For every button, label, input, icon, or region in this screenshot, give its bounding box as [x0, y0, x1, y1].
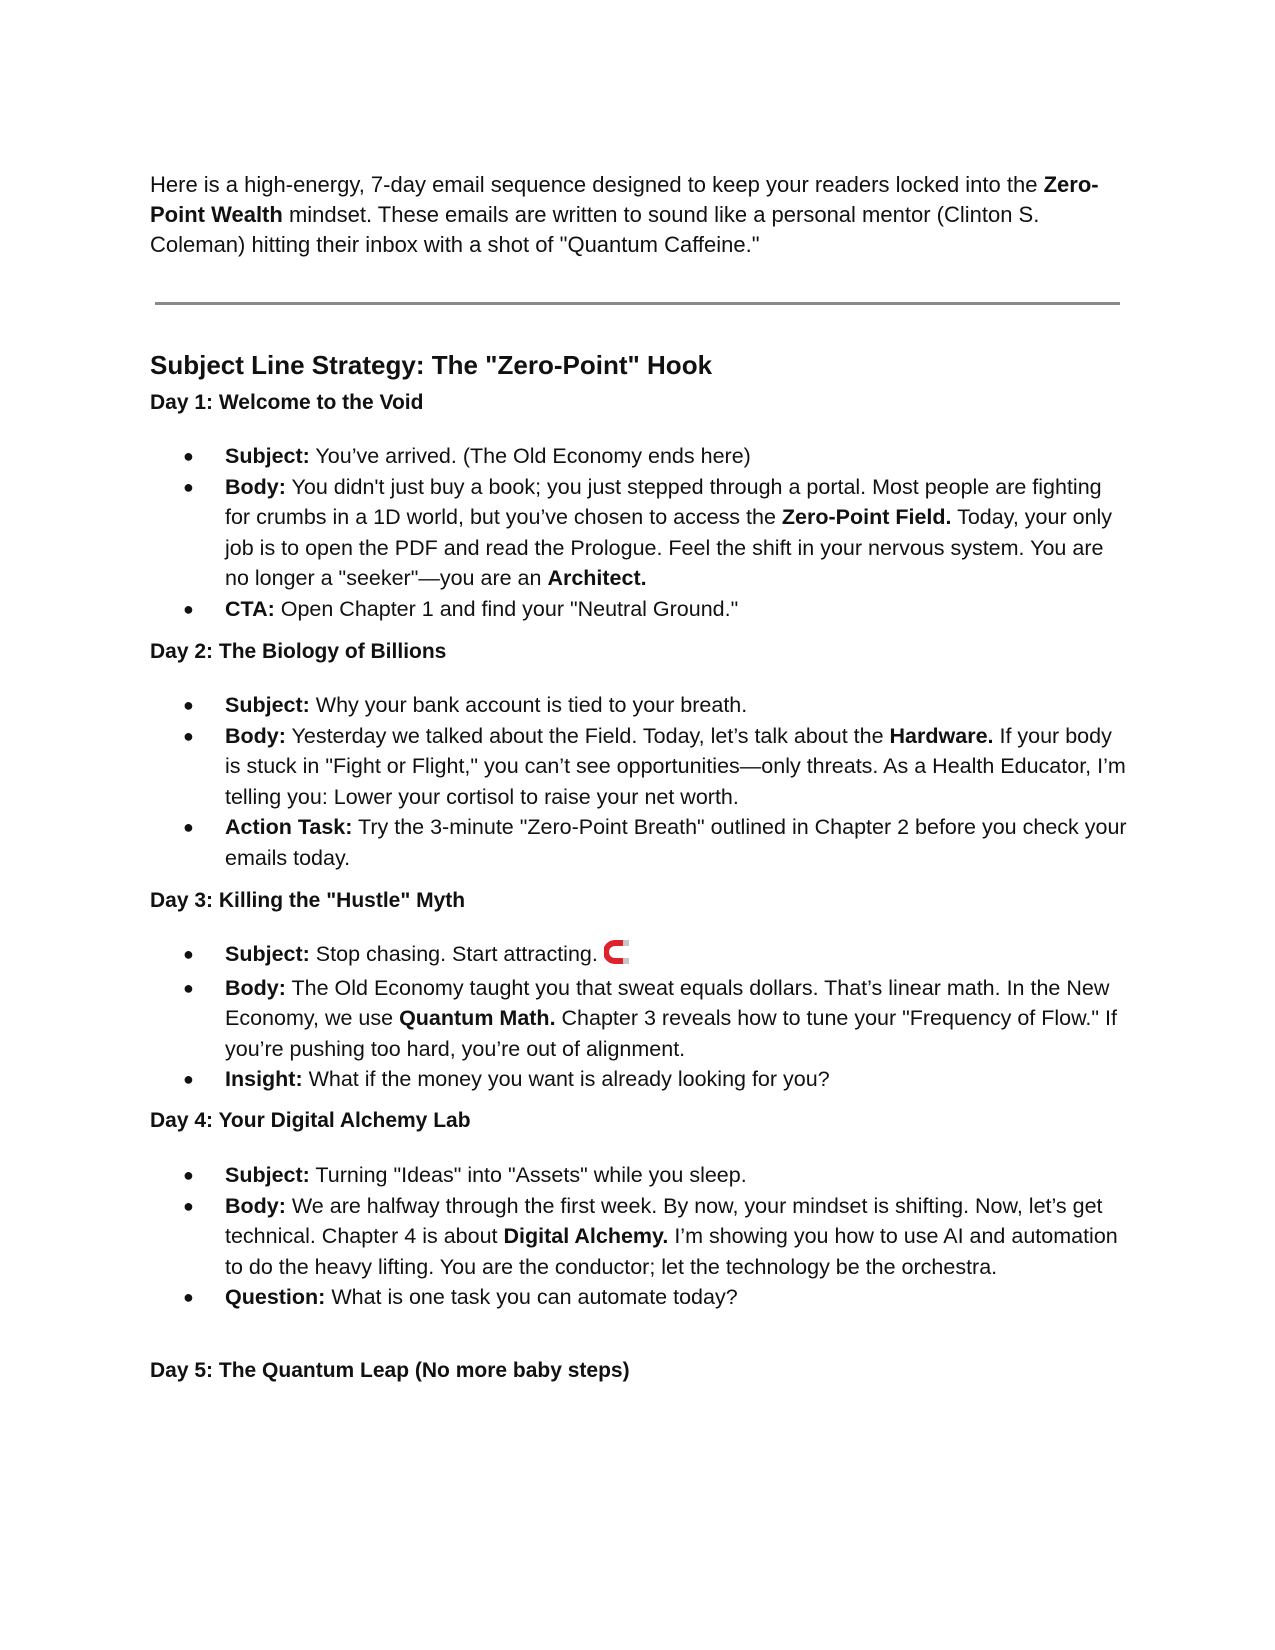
day4-body-text-1: We are halfway through the first week. By now, your mindset is shifting. Now, let’s get technical. Chapter 4 is about — [225, 1193, 1103, 1248]
label-question: Question: — [225, 1285, 326, 1309]
day5-title: Day 5: The Quantum Leap (No more baby steps) — [150, 1359, 630, 1382]
day4-body-text-2: I’m showing you how to use AI and automation to do the heavy lifting. You are the conductor; let the technology be the orchestra. — [225, 1224, 1118, 1279]
day1-cta-text: Open Chapter 1 and find your "Neutral Ground." — [274, 596, 739, 621]
day3-body-item — [150, 973, 1130, 1065]
intro-text-start: Here is a high-energy, 7-day email sequence designed to keep your readers locked into the — [150, 172, 1044, 197]
label-insight: Insight: — [225, 1067, 303, 1091]
day3-subject-text: Stop chasing. Start attracting. — [309, 942, 598, 966]
label-body: Body: — [225, 1193, 286, 1218]
day2-body-item — [150, 721, 1130, 813]
bullet-icon: ● — [183, 446, 194, 466]
label-cta: CTA: — [225, 596, 275, 621]
day3-body-text-2: Chapter 3 reveals how to tune your "Frequency of Flow." If you’re pushing too hard, you’re out of alignment. — [225, 1006, 1117, 1061]
bullet-icon: ● — [183, 476, 194, 497]
intro-text-end: mindset. These emails are written to sound like a personal mentor (Clinton S. Coleman) hitting their inbox with a shot of "Quantum Caffeine." — [150, 202, 1040, 257]
day4-subject-item — [150, 1160, 1130, 1191]
day1-body-bold-2: Architect. — [547, 566, 647, 590]
day4-question-text: What is one task you can automate today? — [325, 1285, 738, 1309]
bullet-icon: ● — [183, 977, 194, 998]
label-subject: Subject: — [225, 1163, 310, 1187]
bullet-icon: ● — [183, 817, 194, 837]
day2-subject-item — [150, 690, 1130, 721]
label-subject: Subject: — [225, 444, 310, 468]
bullet-icon: ● — [183, 695, 194, 715]
label-body: Body: — [225, 723, 286, 748]
day4-list — [150, 1160, 1130, 1313]
bullet-icon: ● — [183, 944, 194, 964]
day2-body-bold-1: Hardware. — [889, 723, 994, 748]
label-body: Body: — [225, 474, 286, 499]
day2-subject-text: Why your bank account is tied to your breath. — [309, 693, 748, 717]
day1-subject-item — [150, 441, 1130, 472]
day1-body-text-2: Today, your only job is to open the PDF and read the Prologue. Feel the shift in your nervous system. You are no longer a "seeker"—you are an — [225, 505, 1113, 590]
day2-task-item — [150, 812, 1130, 873]
intro-paragraph — [150, 170, 1130, 260]
label-subject: Subject: — [225, 693, 310, 717]
bullet-icon: ● — [183, 598, 194, 619]
day2-list — [150, 690, 1130, 873]
day2-body-text-2: If your body is stuck in "Fight or Flight," you can’t see opportunities—only threats. As a Health Educator, I’m telling you: Lower your cortisol to raise your net worth. — [225, 723, 1126, 809]
bullet-icon: ● — [183, 1165, 194, 1185]
magnet-icon — [604, 940, 630, 973]
day1-subject-text: You’ve arrived. (The Old Economy ends here) — [309, 444, 751, 468]
day3-body-text-1: The Old Economy taught you that sweat equals dollars. That’s linear math. In the New Economy, we use — [225, 975, 1110, 1030]
day1-body-item — [150, 472, 1130, 594]
day4-body-item — [150, 1191, 1130, 1283]
day3-list — [150, 939, 1130, 1095]
day4-subject-text: Turning "Ideas" into "Assets" while you sleep. — [309, 1163, 747, 1187]
day4-title: Day 4: Your Digital Alchemy Lab — [150, 1109, 471, 1132]
day1-list — [150, 441, 1130, 624]
day4-body-bold-1: Digital Alchemy. — [503, 1224, 669, 1248]
day1-cta-item — [150, 594, 1130, 625]
day1-title: Day 1: Welcome to the Void — [150, 391, 424, 414]
day3-title: Day 3: Killing the "Hustle" Myth — [150, 889, 466, 912]
day1-body-bold-1: Zero-Point Field. — [781, 505, 952, 529]
day2-task-text: Try the 3-minute "Zero-Point Breath" outlined in Chapter 2 before you check your emails today. — [225, 815, 1127, 870]
label-body: Body: — [225, 975, 286, 1000]
day3-subject-item — [150, 939, 1130, 973]
label-subject: Subject: — [225, 942, 310, 966]
document-page — [150, 170, 1130, 1382]
label-action-task: Action Task: — [225, 815, 353, 839]
bullet-icon: ● — [183, 1069, 194, 1089]
day2-body-text-1: Yesterday we talked about the Field. Today, let’s talk about the — [285, 723, 890, 748]
day4-question-item — [150, 1282, 1130, 1313]
day3-body-bold-1: Quantum Math. — [399, 1006, 556, 1030]
intro-bold-zero-point-wealth: Zero-Point Wealth — [150, 172, 1099, 227]
day2-title: Day 2: The Biology of Billions — [150, 640, 447, 663]
horizontal-divider — [155, 302, 1120, 305]
section-heading: Subject Line Strategy: The "Zero-Point" Hook — [150, 350, 713, 380]
bullet-icon: ● — [183, 1195, 194, 1216]
day3-insight-item — [150, 1064, 1130, 1095]
day3-insight-text: What if the money you want is already looking for you? — [302, 1067, 830, 1091]
bullet-icon: ● — [183, 1287, 194, 1307]
day1-body-text-1: You didn't just buy a book; you just stepped through a portal. Most people are fighting for crumbs in a 1D world, but you’ve chosen to access the — [225, 474, 1102, 529]
bullet-icon: ● — [183, 725, 194, 746]
